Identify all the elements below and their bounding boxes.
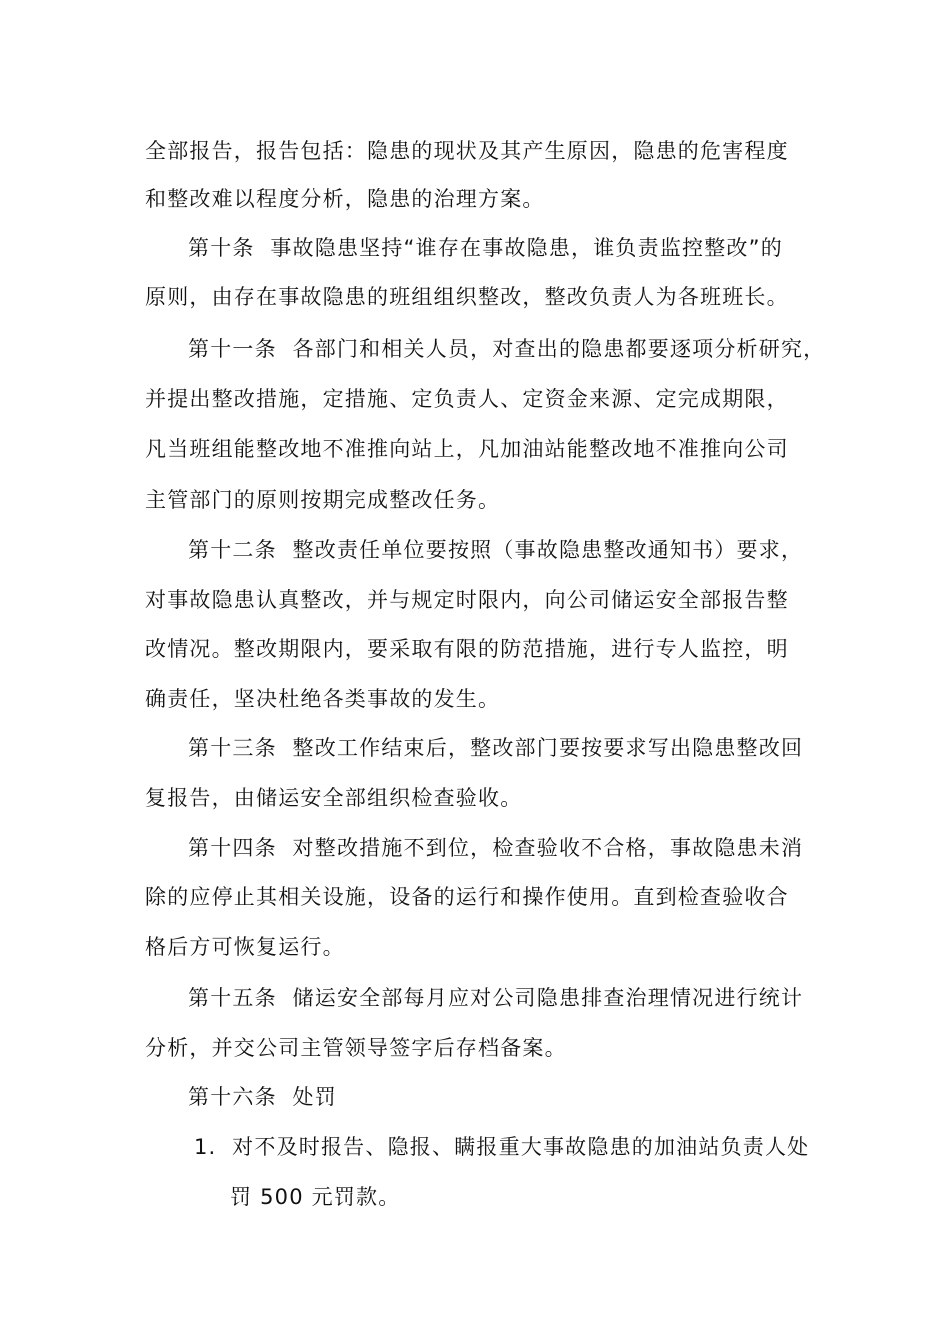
article-13-heading-line: 第十三条 整改工作结束后，整改部门要按要求写出隐患整改回 <box>188 736 804 760</box>
text-line: 原则，由存在事故隐患的班组组织整改，整改负责人为各班班长。 <box>145 285 789 309</box>
text-line: 全部报告，报告包括：隐患的现状及其产生原因，隐患的危害程度 <box>145 139 789 163</box>
text-line: 分析，并交公司主管领导签字后存档备案。 <box>145 1036 567 1060</box>
text-line: 凡当班组能整改地不准推向站上，凡加油站能整改地不准推向公司 <box>145 437 789 461</box>
text-line: 主管部门的原则按期完成整改任务。 <box>145 488 501 512</box>
text-line: 确责任，坚决杜绝各类事故的发生。 <box>145 687 501 711</box>
text-line: 和整改难以程度分析，隐患的治理方案。 <box>145 187 545 211</box>
text-line: 复报告，由储运安全部组织检查验收。 <box>145 786 523 810</box>
article-16-heading-line: 第十六条 处罚 <box>188 1085 337 1109</box>
text-line: 除的应停止其相关设施，设备的运行和操作使用。直到检查验收合 <box>145 885 789 909</box>
text-line: 改情况。整改期限内，要采取有限的防范措施，进行专人监控，明 <box>145 637 789 661</box>
article-15-heading-line: 第十五条 储运安全部每月应对公司隐患排查治理情况进行统计 <box>188 986 804 1010</box>
article-14-heading-line: 第十四条 对整改措施不到位，检查验收不合格，事故隐患未消 <box>188 836 804 860</box>
article-12-heading-line: 第十二条 整改责任单位要按照（事故隐患整改通知书）要求， <box>188 538 804 562</box>
list-item-continuation-line: 罚 500 元罚款。 <box>230 1185 401 1209</box>
text-line: 格后方可恢复运行。 <box>145 935 345 959</box>
article-10-heading-line: 第十条 事故隐患坚持“谁存在事故隐患，谁负责监控整改”的 <box>188 236 783 260</box>
article-11-heading-line: 第十一条 各部门和相关人员，对查出的隐患都要逐项分析研究， <box>188 337 826 361</box>
list-item-line: 1. 对不及时报告、隐报、瞒报重大事故隐患的加油站负责人处 <box>194 1135 810 1159</box>
text-line: 对事故隐患认真整改，并与规定时限内，向公司储运安全部报告整 <box>145 588 789 612</box>
text-line: 并提出整改措施，定措施、定负责人、定资金来源、定完成期限， <box>145 387 789 411</box>
